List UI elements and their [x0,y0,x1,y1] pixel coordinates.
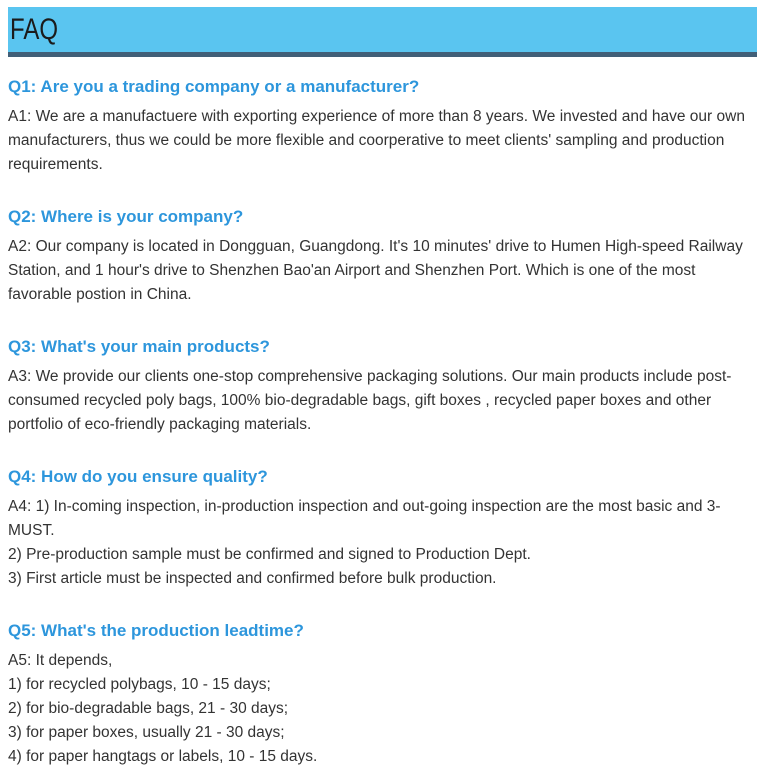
faq-item [8,76,757,177]
faq-answer-paragraph: A2: Our company is located in Dongguan, Guangdong. It's 10 minutes' drive to Humen High-speed Railway Station, and 1 hour's drive to Shenzhen Bao'an Airport and Shenzhen Port. Which is one of the most favorable postion in China. [8,238,743,303]
faq-page [0,7,765,783]
faq-item [8,206,757,307]
faq-answer-paragraph: A4: 1) In-coming inspection, in-production inspection and out-going inspection are the most basic and 3-MUST. [8,498,721,539]
faq-answer-paragraph: 3) First article must be inspected and confirmed before bulk production. [8,570,497,587]
faq-answer-paragraph: 3) for paper boxes, usually 21 - 30 days; [8,724,285,741]
faq-answer-paragraph: A3: We provide our clients one-stop comprehensive packaging solutions. Our main products include post-consumed recycled poly bags, 100% bio-degradable bags, gift boxes , recycled paper boxes and other portfolio of eco-friendly packaging materials. [8,368,732,433]
faq-item [8,336,757,437]
faq-answer [8,495,757,591]
faq-question: Q2: Where is your company? [8,207,244,226]
faq-header-bar [8,7,757,57]
faq-answer-paragraph: A5: It depends, [8,652,113,669]
faq-answer [8,235,757,307]
faq-answer-paragraph: 2) Pre-production sample must be confirmed and signed to Production Dept. [8,546,531,563]
faq-question: Q4: How do you ensure quality? [8,467,268,486]
faq-answer-paragraph: 1) for recycled polybags, 10 - 15 days; [8,676,271,693]
faq-answer-paragraph: 4) for paper hangtags or labels, 10 - 15 days. [8,748,318,765]
faq-item [8,466,757,591]
faq-list [8,76,757,783]
page-title: FAQ [10,12,59,46]
faq-item [8,620,757,769]
faq-answer-paragraph: A1: We are a manufactuere with exporting experience of more than 8 years. We invested and have our own manufacturers, thus we could be more flexible and coorperative to meet clients' sampling and production requirements. [8,108,745,173]
faq-answer-paragraph: 2) for bio-degradable bags, 21 - 30 days; [8,700,289,717]
faq-question: Q1: Are you a trading company or a manufacturer? [8,77,420,96]
faq-answer [8,105,757,177]
faq-answer [8,365,757,437]
faq-question: Q3: What's your main products? [8,337,270,356]
faq-question: Q5: What's the production leadtime? [8,621,304,640]
faq-answer [8,649,757,769]
